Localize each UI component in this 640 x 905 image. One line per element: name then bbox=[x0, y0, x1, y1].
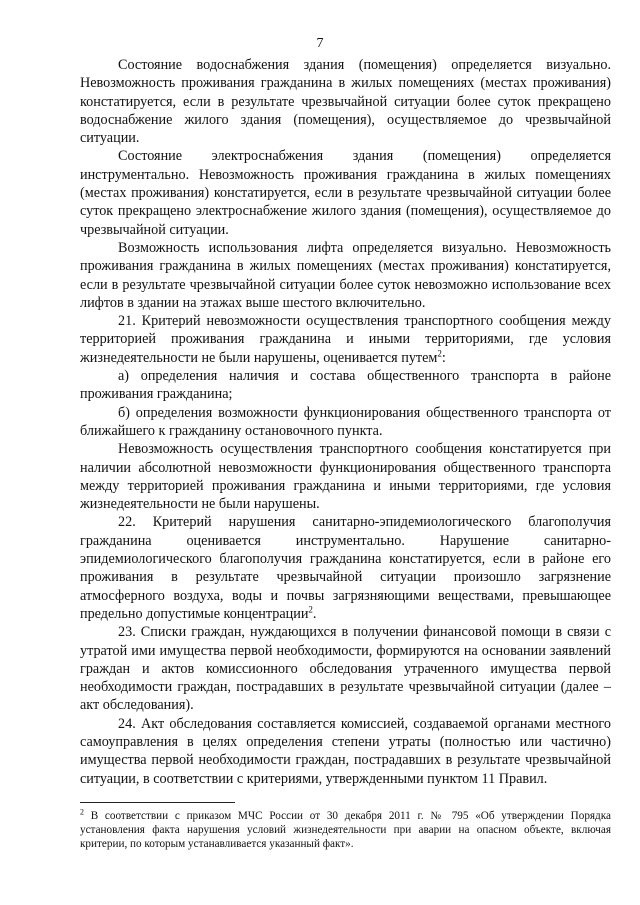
footnote-mark: 2 bbox=[80, 807, 84, 817]
document-body bbox=[80, 56, 611, 788]
paragraph-item-a bbox=[80, 367, 611, 404]
footnote-divider bbox=[80, 802, 235, 803]
footnote-reference: 2 bbox=[308, 604, 313, 615]
paragraph-text: а) определения наличия и состава общественного транспорта в районе проживания гражданина; bbox=[80, 368, 611, 403]
paragraph-text: 22. Критерий нарушения санитарно-эпидемиологического благополучия гражданина оценивается инструментально. Нарушение санитарно-эпидемиологического благополучия гражданина констатируется, если в районе его проживания в результате чрезвычайной ситуации произошло загрязнение атмосферного воздуха, воды и почвы загрязняющими веществами, превышающее предельно допустимые концентрации bbox=[80, 514, 611, 622]
paragraph-text: 24. Акт обследования составляется комиссией, создаваемой органами местного самоуправления в целях определения степени утраты (полностью или частично) имущества первой необходимости граждан, пострадавших в результате чрезвычайной ситуации, в соответствии с критериями, утвержденными пунктом 11 Правил. bbox=[80, 715, 611, 787]
paragraph-transport-impossibility bbox=[80, 440, 611, 513]
paragraph-text-tail: . bbox=[312, 605, 317, 622]
paragraph-item-b bbox=[80, 404, 611, 441]
paragraph-24-inspection-act bbox=[80, 715, 611, 788]
page-number: 7 bbox=[316, 36, 324, 51]
paragraph-text: Возможность использования лифта определяется визуально. Невозможность проживания гражданина в жилых помещениях (местах проживания) констатируется, если в результате чрезвычайной ситуации более суток невозможно использование всех лифтов в здании на этажах выше шестого включительно. bbox=[80, 239, 611, 311]
footnote-reference: 2 bbox=[437, 348, 442, 359]
paragraph-22-sanitary-criterion bbox=[80, 513, 611, 623]
footnote bbox=[80, 809, 611, 851]
paragraph-power-supply bbox=[80, 147, 611, 238]
paragraph-text: 23. Списки граждан, нуждающихся в получении финансовой помощи в связи с утратой ими имущества первой необходимости, формируются на основании заявлений граждан и актов комиссионного обследования утраченного имущества первой необходимости граждан, пострадавших в результате чрезвычайной ситуации (далее – акт обследования). bbox=[80, 624, 611, 714]
paragraph-elevator bbox=[80, 239, 611, 312]
paragraph-21-transport-criterion bbox=[80, 312, 611, 367]
paragraph-text: б) определения возможности функционирования общественного транспорта от ближайшего к гражданину остановочного пункта. bbox=[80, 404, 611, 439]
paragraph-text: Невозможность осуществления транспортного сообщения констатируется при наличии абсолютной невозможности функционирования общественного транспорта между территорией проживания гражданина и иными территориями, где условия жизнедеятельности не были нарушены. bbox=[80, 441, 611, 513]
paragraph-text: Состояние электроснабжения здания (помещения) определяется инструментально. Невозможность проживания гражданина в жилых помещениях (местах проживания) констатируется, если в результате чрезвычайной ситуации более суток прекращено электроснабжение жилого здания (помещения), осуществляемое до чрезвычайной ситуации. bbox=[80, 148, 611, 238]
paragraph-text-tail: : bbox=[441, 349, 446, 366]
paragraph-water-supply bbox=[80, 56, 611, 147]
paragraph-text: 21. Критерий невозможности осуществления транспортного сообщения между территорией проживания гражданина и иными территориями, где условия жизнедеятельности не были нарушены, оценивается путем bbox=[80, 313, 611, 366]
footnote-text: В соответствии с приказом МЧС России от 30 декабря 2011 г. № 795 «Об утверждении Порядка установления факта нарушения условий жизнедеятельности при аварии на опасном объекте, включая критерии, по которым устанавливается указанный факт». bbox=[80, 810, 611, 850]
paragraph-23-lists bbox=[80, 623, 611, 714]
paragraph-text: Состояние водоснабжения здания (помещения) определяется визуально. Невозможность проживания гражданина в жилых помещениях (местах проживания) констатируется, если в результате чрезвычайной ситуации более суток прекращено водоснабжение жилого здания (помещения), осуществляемое до чрезвычайной ситуации. bbox=[80, 57, 611, 147]
